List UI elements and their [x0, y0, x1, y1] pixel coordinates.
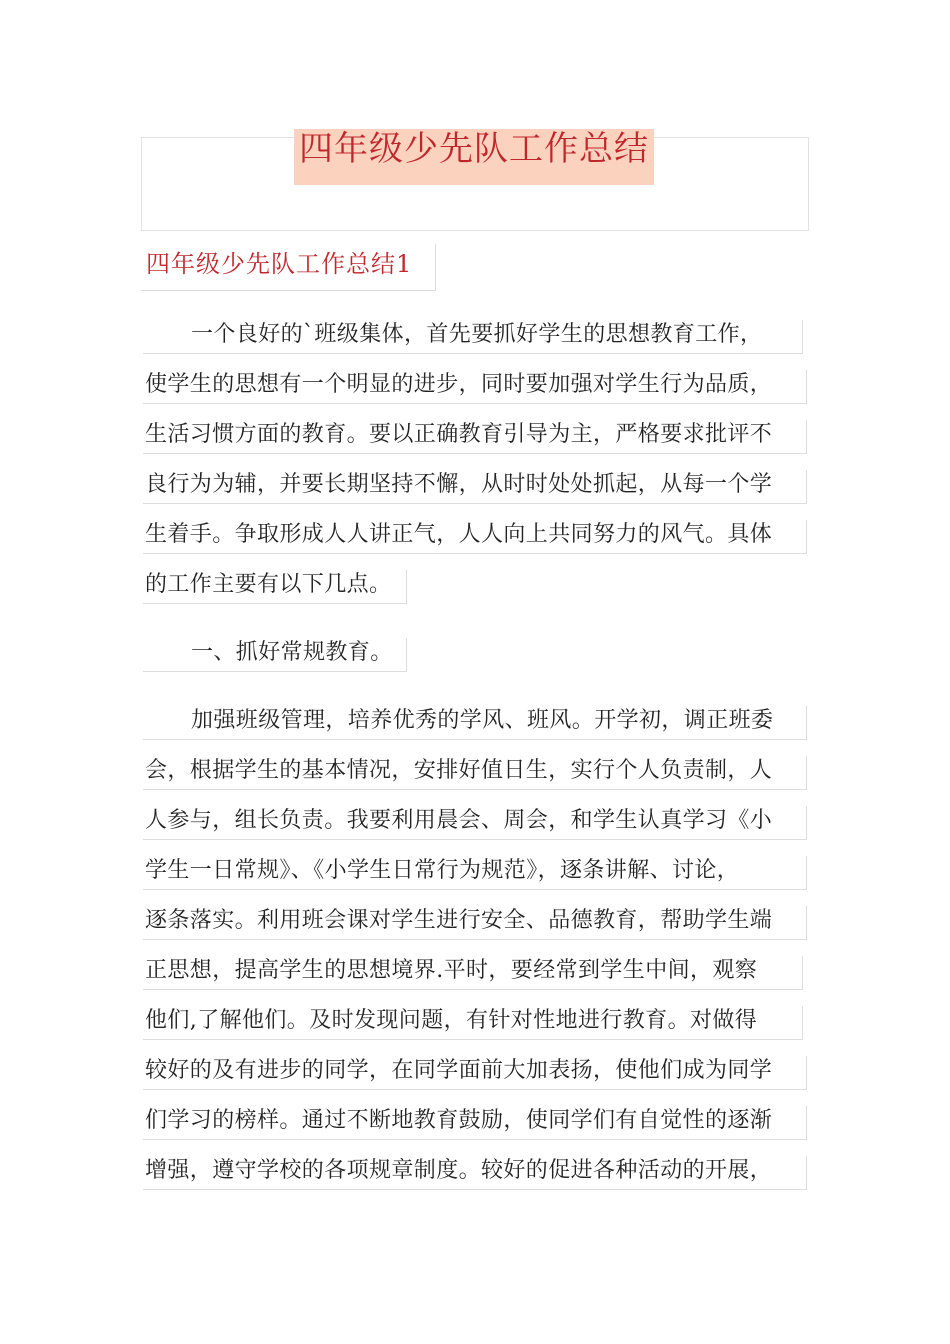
text-line: 使学生的思想有一个明显的进步，同时要加强对学生行为品质， — [143, 370, 807, 404]
text-line: 增强，遵守学校的各项规章制度。较好的促进各种活动的开展， — [143, 1156, 807, 1190]
text-line: 逐条落实。利用班会课对学生进行安全、品德教育，帮助学生端 — [143, 906, 807, 940]
text-line: 生活习惯方面的教育。要以正确教育引导为主，严格要求批评不 — [143, 420, 807, 454]
text-line: 生着手。争取形成人人讲正气，人人向上共同努力的风气。具体 — [143, 520, 807, 554]
text-line: 的工作主要有以下几点。 — [143, 570, 407, 604]
text-line: 一个良好的`班级集体，首先要抓好学生的思想教育工作， — [143, 320, 803, 354]
text-line: 良行为为辅，并要长期坚持不懈，从时时处处抓起，从每一个学 — [143, 470, 807, 504]
section-heading: 四年级少先队工作总结1 — [146, 250, 413, 278]
text-line: 会，根据学生的基本情况，安排好值日生，实行个人负责制，人 — [143, 756, 807, 790]
section-item-heading: 一、抓好常规教育。 — [143, 638, 407, 672]
text-line: 他们,了解他们。及时发现问题，有针对性地进行教育。对做得 — [143, 1006, 803, 1040]
text-line: 人参与，组长负责。我要利用晨会、周会，和学生认真学习《小 — [143, 806, 807, 840]
text-line: 正思想，提高学生的思想境界.平时，要经常到学生中间，观察 — [143, 956, 803, 990]
page-title: 四年级少先队工作总结 — [299, 129, 649, 169]
text-line: 学生一日常规》、《小学生日常行为规范》，逐条讲解、讨论， — [143, 856, 807, 890]
text-line: 们学习的榜样。通过不断地教育鼓励，使同学们有自觉性的逐渐 — [143, 1106, 807, 1140]
text-line: 较好的及有进步的同学，在同学面前大加表扬，使他们成为同学 — [143, 1056, 807, 1090]
text-line: 加强班级管理，培养优秀的学风、班风。开学初，调正班委 — [143, 706, 807, 740]
